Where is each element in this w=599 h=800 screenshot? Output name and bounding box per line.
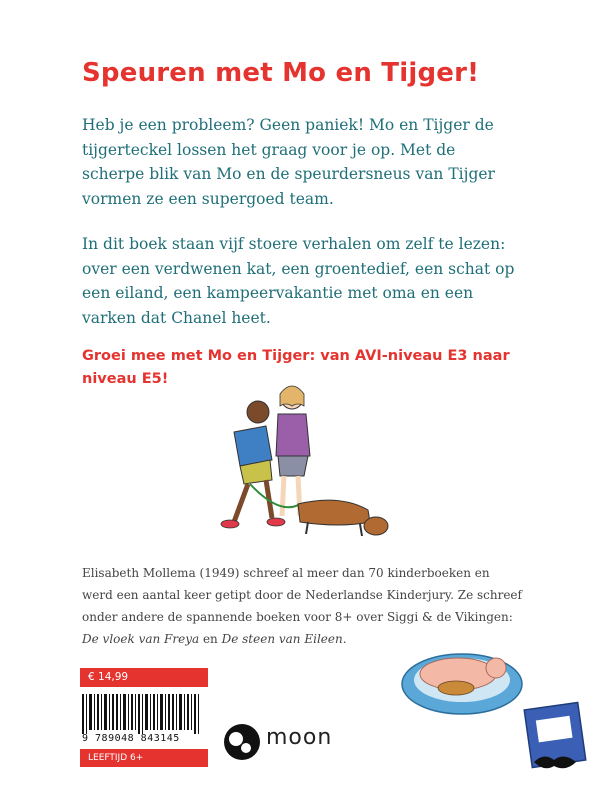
cat-in-basket-illustration [400, 640, 530, 720]
book-title-1: De vloek van Freya [82, 632, 200, 646]
book-title-2: De steen van Eileen [221, 632, 343, 646]
reading-moustache-badge [520, 700, 590, 780]
blurb-paragraph-2: In dit boek staan vijf stoere verhalen om zelf te lezen: over een verdwenen kat, een groentedief, een schat op een eiland, een kampeervakantie met oma en een varken dat Chanel heet. [82, 235, 515, 327]
blurb-paragraph-1: Heb je een probleem? Geen paniek! Mo en Tijger de tijgerteckel lossen het graag voor je op. Met de scherpe blik van Mo en de speurdersneus van Tijger vormen ze een supergoed team. [82, 116, 495, 208]
moon-logo-icon [222, 722, 262, 762]
isbn-number: 9 789048 843145 [82, 733, 180, 744]
publisher-name: moon [266, 725, 333, 750]
price-label: € 14,99 [80, 668, 208, 687]
kids-and-dog-illustration [200, 376, 400, 556]
reading-level-tagline: Groei mee met Mo en Tijger: van AVI-niveau E3 naar niveau E5! [82, 348, 510, 387]
age-label: LEEFTIJD 6+ [80, 749, 208, 767]
back-cover-title: Speuren met Mo en Tijger! [82, 58, 480, 88]
author-bio: Elisabeth Mollema (1949) schreef al meer dan 70 kinderboeken en werd een aantal keer getipt door de Nederlandse Kinderjury. Ze schreef onder andere de spannende boeken voor 8+ over Siggi & de Vikingen: De vloek van Freya en De steen van Eileen. [82, 566, 522, 646]
